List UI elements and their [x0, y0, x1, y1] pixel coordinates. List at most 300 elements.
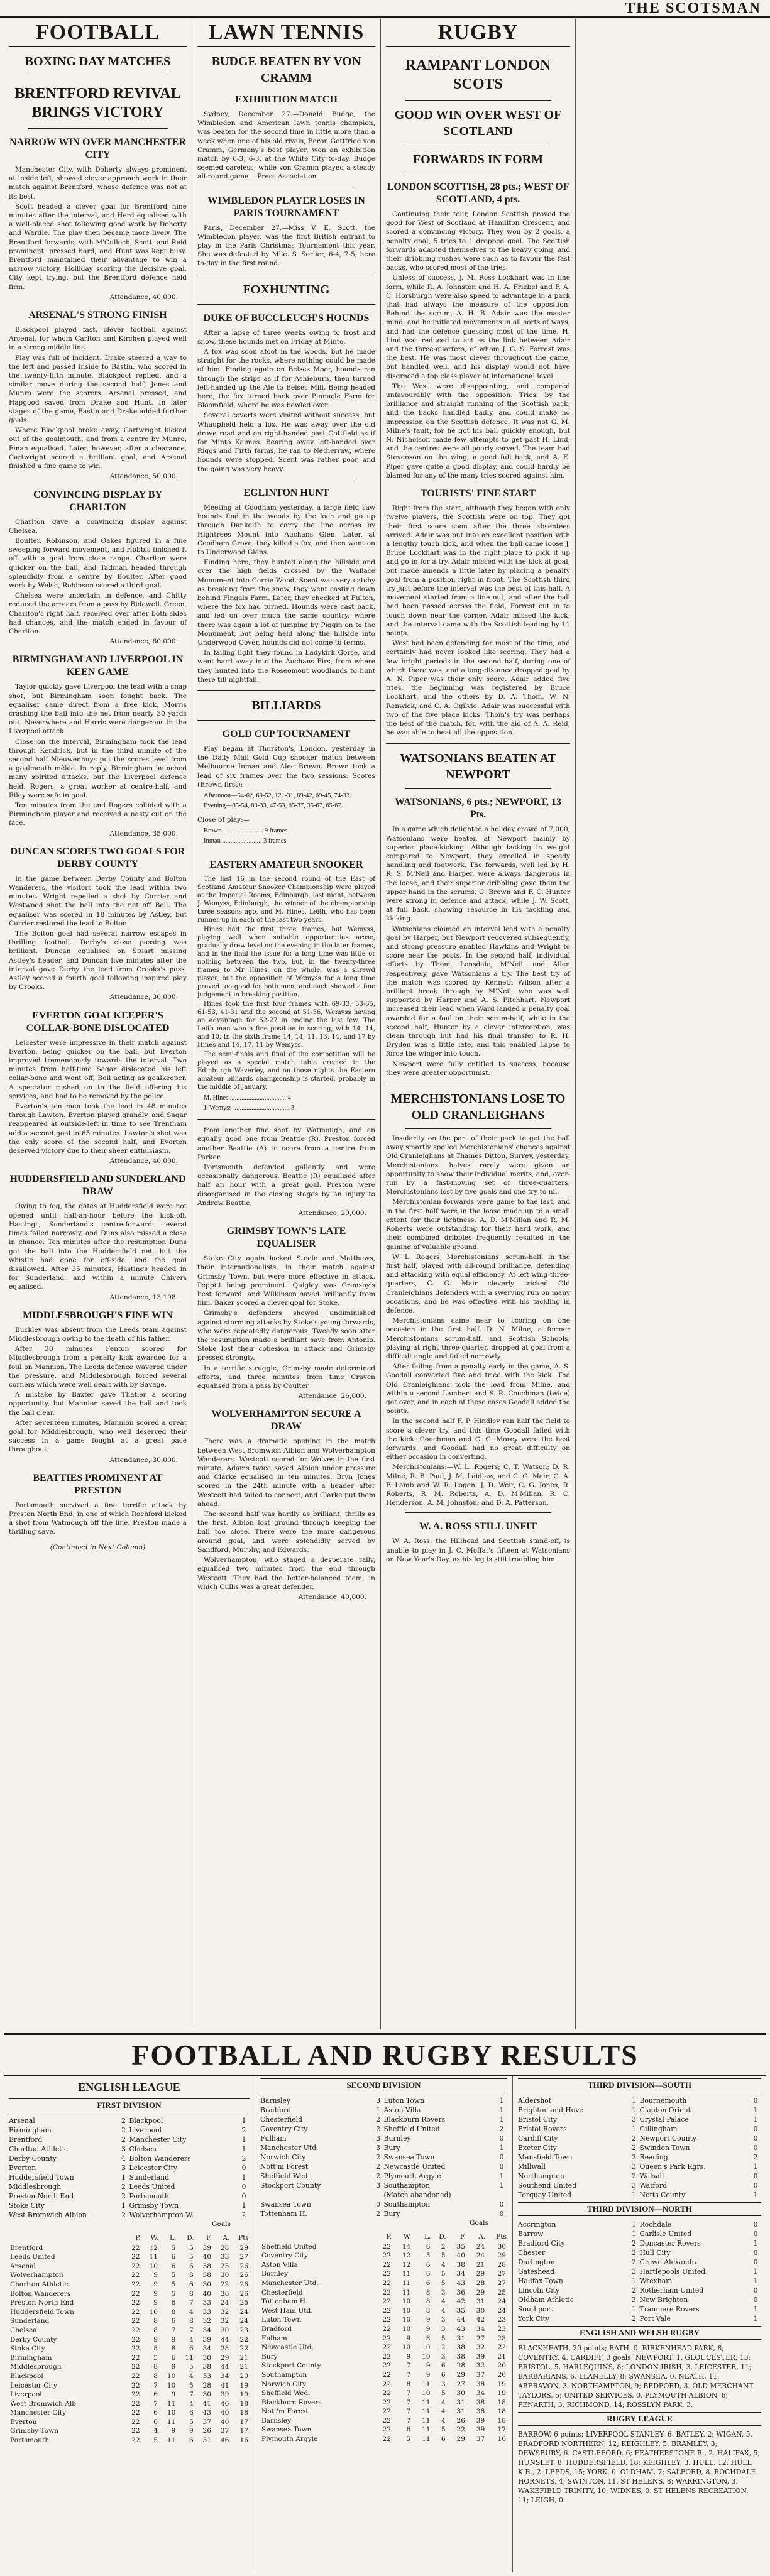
paragraph: Where Blackpool broke away, Cartwright kicked out of the goalmouth, and from a centre by Munro, Finan equalised. Later, however, after a clearance, Cartwright scored a brilliant goal, and Arsenal finished a fine game to win. [9, 427, 187, 471]
table-cell: 22 [382, 2408, 391, 2416]
table-cell: 22 [131, 2253, 140, 2261]
story2-headline: ARSENAL'S STRONG FINISH [28, 310, 167, 321]
result-team: Manchester City [129, 2136, 187, 2144]
story5-attendance: Attendance, 30,000. [109, 993, 178, 1001]
table-cell: 22 [382, 2435, 391, 2443]
result-team [260, 2190, 373, 2200]
result-line [518, 2220, 761, 2229]
table-cell: 22 [456, 2426, 465, 2434]
story4-attendance: Attendance, 35,000. [109, 829, 178, 838]
table-cell: 22 [382, 2325, 391, 2333]
table-cell: 7 [406, 2408, 411, 2416]
table-cell: 21 [497, 2352, 506, 2360]
football-continued-attendance: Attendance, 29,000. [298, 1209, 366, 1217]
table-cell: 8 [171, 2345, 176, 2353]
paragraph: Merchistonians came near to scoring on one occasion in the first half. D. N. Milne, a former Merchistonians scrum-half, and Scottish Schools, playing at right three-quarter, dropped at goal from a difficult angle and failed narrowly. [386, 1317, 570, 1360]
table-cell: 8 [426, 2306, 431, 2315]
result-team: Wolverhampton W. [129, 2211, 194, 2219]
table-cell: 23 [497, 2316, 506, 2324]
paragraph: Portsmouth survived a fine terrific attack by Preston North End, in one of which Rochford kicked a shot from Watmough off the line. Preston made a thrilling save. [9, 1501, 187, 1536]
table-cell: 32 [220, 2308, 229, 2316]
result-line [518, 2096, 761, 2105]
result-score: 2 [376, 2210, 380, 2218]
table-header [260, 2232, 373, 2242]
third-division-column [513, 2076, 766, 2572]
result-line [518, 2295, 761, 2305]
result-line [9, 2191, 250, 2201]
table-row [9, 2372, 250, 2381]
story1-attendance: Attendance, 40,000. [109, 293, 178, 301]
football-section-title: FOOTBALL [9, 19, 187, 47]
table-cell: 10 [402, 2325, 411, 2333]
paragraph: In a game which delighted a holiday crowd of 7,000, Watsonians were beaten at Newport mainly by superior place-kicking. Although lacking in weight compared to Newport, they excelled in speedy handling and footwork. The forwards, well led by H. R. S. M'Neil and Harper, were always dangerous in the loose, and their superior dribbling gave them the upper hand in the scrums. C. Brown and F. C. Hunter were strong in defence and attack, while J. W. Scott, at full back, showing resource in his tackling and kicking. [386, 826, 570, 923]
story2-attendance: Attendance, 50,000. [109, 472, 178, 481]
table-cell: 7 [406, 2416, 411, 2425]
result-team: Bristol City [518, 2115, 557, 2124]
gold-cup-scores [197, 792, 375, 810]
result-team: Derby County [9, 2154, 57, 2163]
table-cell: 22 [382, 2306, 391, 2315]
result-score: 1 [753, 2191, 758, 2199]
table-cell: 8 [426, 2288, 431, 2296]
table-cell: 16 [239, 2437, 248, 2445]
table-row [9, 2262, 250, 2271]
table-cell: 9 [171, 2363, 176, 2371]
result-score [373, 2190, 384, 2200]
paragraph: M. Hines .................................. 4 [204, 1094, 291, 1102]
paragraph: After seventeen minutes, Mannion scored a great goal for Middlesbrough, who well deserved their success in a game fought at a great pace throughout. [9, 1419, 187, 1454]
team-name: Norwich City [261, 2380, 307, 2388]
tennis-column [192, 19, 381, 2029]
paragraph: Wolverhampton, who staged a desperate rally, equalised two minutes from the end through Westcott. They had the better-balanced team, in which Cullis was a great defender. [197, 1556, 375, 1591]
team-name: Tottenham H. [261, 2298, 308, 2306]
result-team: Coventry City [260, 2125, 308, 2133]
table-cell: 38 [476, 2408, 485, 2416]
rugby-league-results: BARROW, 6 points; LIVERPOOL STANLEY, 6. BATLEY, 2; WIGAN, 5. BRADFORD NORTHERN, 12; KEIGHLEY, 5. BRAMLEY, 3; DEWSBURY, 6. CASTLEFORD, 6; FEATHERSTONE R., 2. HALIFAX, 5; HUNSLET, 8. HUDDERSFIELD, 18; KEIGHLEY, 3. HULL, 12; HULL K.R., 2. LEEDS, 15; YORK, 0. OLDHAM, 7; SALFORD, 8. ROCHDALE HORNETS, 4; SWINTON, 11. ST HELENS, 8; WARRINGTON, 3. WAKEFIELD TRINITY, 10; WIDNES, 0. ST HELENS RECREATION, 11; LEIGH, 0. [518, 2430, 761, 2504]
paragraph: Stoke City again lacked Steele and Matthews, their internationalists, in their match against Grimsby Town, but were more effective in attack. Peppitt being prominent. Quigley was Grimsby's best forward, and Wilkinson saved brilliantly from him. Baker scored a clever goal for Stoke. [197, 1255, 375, 1307]
result-score: 3 [376, 2097, 380, 2105]
result-line [9, 2182, 250, 2191]
paragraph: Merchistonian forwards were game to the last, and in the first half were in the loose made up to a small extent for their lightness. A. D. M'Millan and R. M. Roberts were outstanding for their hard work, and their combined dribbles frequently resulted in the gaining of valuable ground. [386, 1198, 570, 1251]
table-row [9, 2326, 250, 2335]
result-team: Sunderland [129, 2173, 170, 2181]
table-cell: 6 [426, 2270, 431, 2278]
first-division-results [9, 2116, 250, 2220]
table-cell: 9 [406, 2334, 411, 2342]
table-cell: 28 [220, 2345, 229, 2353]
paragraph: West had been defending for most of the time, and certainly had never looked like scoring. They had a few bright periods in the second half, during one of which there was, and a long-distance dropped goal by A. N. Piper was their only score. Adair added five tries, the beginning was registered by Bruce Lockhart, and the others by D. A. Thom, W. N. Renwick, and C. A. Ogilvie. Adair was successful with two of the five place kicks. Thom's try was perhaps the best of the match, for, with the aid of A. A. Reid, he was able to beat all the opposition. [386, 640, 570, 737]
team-name: Liverpool [10, 2391, 42, 2399]
result-score: 0 [753, 2220, 758, 2229]
result-line [518, 2257, 761, 2267]
table-row [260, 2297, 507, 2306]
english-league-heading: ENGLISH LEAGUE [78, 2081, 180, 2093]
result-team: Rochdale [639, 2220, 672, 2229]
table-cell: 8 [189, 2289, 194, 2298]
table-cell: 8 [189, 2280, 194, 2288]
table-cell: 22 [131, 2363, 140, 2371]
ross-story [386, 1537, 570, 1564]
paragraph: Portsmouth defended gallantly and were occasionally dangerous. Beattie (R) equalised after half an hour with a great goal. Preston were disorganised in the closing stages by an injury to Andrew Beattie. [197, 1163, 375, 1207]
result-score: 1 [241, 2173, 246, 2181]
paragraph: Evening—85-54, 83-33, 47-53, 85-37, 35-67, 65-67. [204, 802, 343, 809]
table-row [260, 2315, 507, 2325]
table-cell: 29 [239, 2244, 248, 2252]
result-score: 0 [753, 2286, 758, 2295]
result-line [9, 2135, 250, 2144]
table-header: L. [424, 2233, 431, 2240]
table-cell: 19 [497, 2380, 506, 2388]
table-cell: 22 [382, 2252, 391, 2260]
table-cell: 5 [171, 2271, 176, 2279]
table-cell: 28 [202, 2381, 212, 2389]
team-name: Sunderland [10, 2317, 50, 2325]
result-team: Port Vale [639, 2315, 671, 2323]
table-cell: 29 [476, 2270, 485, 2278]
table-row [9, 2390, 250, 2399]
table-row [260, 2361, 507, 2371]
result-score: 0 [499, 2134, 504, 2142]
result-score: 1 [499, 2106, 504, 2114]
result-score: 2 [632, 2258, 636, 2266]
result-score: 2 [376, 2125, 380, 2133]
team-name: Burnley [261, 2270, 289, 2278]
result-line [518, 2267, 761, 2276]
table-cell: 8 [153, 2345, 158, 2353]
tennis-story [197, 110, 375, 182]
team-name: Chelsea [10, 2326, 37, 2334]
tennis-headline: BUDGE BEATEN BY VON CRAMM [211, 55, 361, 85]
paragraph: Unless of success, J. M. Ross Lockhart was in fine form, while R. A. Johnston and H. A. Friebel and F. A. C. Horsburgh were also speed to advantage in a pack that had always the measure of the opposition. Behind the scrum, A. H. B. Adair was the master mind, and he initiated movements in all sorts of ways, and had the defence guessing most of the time. H. Lind was reduced to act as the link between Adair and the three-quarters, of whom J. G. S. Forrest was the best. He was most clever throughout the game, but handled well, and his display would not have disgraced a top class player at international level. [386, 274, 570, 380]
table-cell: 21 [476, 2261, 485, 2269]
table-cell: 30 [476, 2306, 485, 2315]
result-line [9, 2126, 250, 2135]
team-name: Everton [10, 2418, 37, 2426]
rugby-headline-2: GOOD WIN OVER WEST OF SCOTLAND [394, 108, 562, 138]
table-row [9, 2418, 250, 2427]
table-cell: 27 [456, 2380, 465, 2388]
first-division-column [4, 2076, 255, 2572]
table-cell: 5 [189, 2253, 194, 2261]
table-cell: 6 [441, 2362, 446, 2370]
table-cell: 5 [406, 2435, 411, 2443]
result-team: Aldershot [518, 2097, 552, 2105]
paragraph: Ten minutes from the end Rogers collided with a Birmingham player and received a nasty cut on the face. [9, 801, 187, 827]
result-score: 0 [376, 2200, 380, 2208]
paragraph: Meeting at Coodham yesterday, a large field saw hounds find in the woods by the loch and go up through Dankeith to carry the line across by Hightrees Mount into Auchans Glen. Later, at Coodham Grove, they killed a fox, and then went on to Underwood Glens. [197, 503, 375, 556]
result-score: 0 [753, 2125, 758, 2133]
table-cell: 38 [202, 2363, 212, 2371]
story8-headline: MIDDLESBROUGH'S FINE WIN [23, 1309, 173, 1321]
result-team: Tranmere Rovers [639, 2305, 700, 2313]
paragraph: The second half was hardly as brilliant, thrills as the first. Albion lost ground through keeping the ball too close. There were the more dangerous around goal, and were splendidly served by Sandford, Murphy, and Edwards. [197, 1510, 375, 1554]
table-row [260, 2325, 507, 2334]
table-cell: 9 [426, 2371, 431, 2379]
close-of-play-label: Close of play:— [197, 816, 250, 824]
table-cell: 8 [171, 2308, 176, 2316]
result-team: Darlington [518, 2258, 555, 2266]
table-cell: 6 [171, 2317, 176, 2325]
paragraph: There was a dramatic opening in the match between West Bromwich Albion and Wolverhampton Wanderers. Westcott scored for Wolves in the first minute. Adams twice saved Albion under pressure and Clarke equalised in ten minutes. Bryn Jones scored in the 24th minute with a header after Westcott had failed to connect, and Clarke put them ahead. [197, 1438, 375, 1508]
table-cell: 23 [497, 2334, 506, 2342]
result-line [9, 2163, 250, 2173]
table-cell: 22 [382, 2352, 391, 2360]
table-cell: 22 [131, 2299, 140, 2307]
table-cell: 6 [171, 2299, 176, 2307]
page-header-strip [0, 0, 770, 18]
table-cell: 34 [220, 2372, 229, 2380]
cut-off-column [576, 19, 766, 2029]
result-score: 1 [632, 2125, 636, 2133]
table-row [9, 2252, 250, 2262]
table-row [260, 2306, 507, 2316]
english-welsh-rugby-heading: ENGLISH AND WELSH RUGBY [518, 2326, 761, 2340]
result-team: Notts County [639, 2191, 686, 2199]
result-line [260, 2124, 507, 2134]
table-cell: 32 [476, 2344, 485, 2352]
merchistonians-story [386, 1134, 570, 1507]
table-row [260, 2352, 507, 2362]
third-south-heading: THIRD DIVISION—SOUTH [518, 2078, 761, 2092]
table-cell: 4 [441, 2408, 446, 2416]
table-cell: 6 [171, 2354, 176, 2362]
paragraph: In the second half F. P. Hindley ran half the field to score a clever try, and this time Goodall failed with the kick. Couchman and C. G. Morey were the best forwards, and Goodall had no great difficulty on either occasion in converting. [386, 1417, 570, 1461]
table-cell: 7 [189, 2326, 194, 2334]
paragraph: The semi-finals and final of the competition will be played as a special match table erected in the Edinburgh Waverley, and on those nights the Eastern amateur billiards championship is started, probably in the middle of January. [197, 1051, 375, 1091]
table-cell: 30 [497, 2242, 506, 2251]
table-cell: 2 [441, 2344, 446, 2352]
result-line [518, 2162, 761, 2171]
table-cell: 11 [422, 2380, 431, 2388]
table-cell: 9 [426, 2325, 431, 2333]
table-cell: 42 [456, 2298, 465, 2306]
story9-headline: BEATTIES PROMINENT AT PRESTON [33, 1472, 163, 1496]
table-cell: 6 [171, 2253, 176, 2261]
table-cell: 4 [189, 2372, 194, 2380]
paragraph: After a lapse of three weeks owing to frost and snow, these hounds met on Friday at Minto. [197, 329, 375, 346]
table-cell: 41 [202, 2399, 212, 2408]
table-cell: 3 [441, 2325, 446, 2333]
table-cell: 22 [382, 2380, 391, 2388]
table-cell: 4 [441, 2261, 446, 2269]
result-line [260, 2096, 507, 2105]
table-cell: 38 [456, 2352, 465, 2360]
table-cell: 8 [406, 2380, 411, 2388]
table-cell: 6 [426, 2261, 431, 2269]
table-cell: 26 [239, 2280, 248, 2288]
result-score: 3 [632, 2181, 636, 2190]
result-score: 1 [499, 2097, 504, 2105]
table-cell: 29 [456, 2435, 465, 2443]
result-team: Hull City [639, 2249, 671, 2257]
table-header: Pts [238, 2234, 249, 2242]
table-cell: 22 [382, 2416, 391, 2425]
result-team: Clapton Orient [639, 2106, 691, 2114]
table-cell: 9 [171, 2335, 176, 2344]
table-cell: 16 [497, 2435, 506, 2443]
table-cell: 34 [476, 2325, 485, 2333]
result-line [518, 2286, 761, 2295]
result-team: Mansfield Town [518, 2153, 573, 2161]
result-score: 1 [241, 2136, 246, 2144]
story4-headline: BIRMINGHAM AND LIVERPOOL IN KEEN GAME [12, 654, 184, 678]
result-team: Middlesbrough [9, 2183, 62, 2191]
paragraph: W. A. Ross, the Hillhead and Scottish stand-off, is unable to play in J. C. Moffat's fifteen at Watsonians on New Year's Day, as his leg is still troubling him. [386, 1537, 570, 1563]
table-cell: 40 [220, 2409, 229, 2417]
table-cell: 17 [239, 2427, 248, 2435]
paragraph: Everton's ten men took the lead in 48 minutes through Lawton. Everton played grandly, and Sagar reappeared at outside-left in time to see Trentham add a second goal in 65 minutes. Lawton's shot was the only score of the second half, and Everton deserved victory due to their sheer enthusiasm. [9, 1103, 187, 1155]
table-cell: 44 [220, 2335, 229, 2344]
result-team: Portsmouth [129, 2192, 169, 2200]
table-cell: 10 [402, 2316, 411, 2324]
table-cell: 20 [497, 2362, 506, 2370]
table-cell: 5 [171, 2289, 176, 2298]
result-score: 1 [499, 2115, 504, 2124]
table-cell: 28 [476, 2279, 485, 2287]
result-line [260, 2153, 507, 2162]
result-line [260, 2181, 507, 2190]
table-row [9, 2344, 250, 2354]
paragraph: Manchester City, with Doherty always prominent at inside left, showed clever approach work in their match against Brentford, whose defence was not at its best. [9, 166, 187, 200]
result-team: Exeter City [518, 2144, 557, 2152]
paragraph: A mistake by Baxter gave Thatler a scoring opportunity, but Mannion saved the ball and took the ball clear. [9, 1391, 187, 1417]
result-team: Norwich City [260, 2153, 306, 2161]
result-score: 0 [499, 2200, 504, 2208]
result-team: Huddersfield Town [9, 2173, 74, 2181]
table-header: D. [187, 2234, 194, 2242]
football-headline-2: BRENTFORD REVIVAL BRINGS VICTORY [14, 85, 181, 121]
table-cell: 22 [239, 2345, 248, 2353]
table-header: W. [150, 2234, 158, 2242]
result-team: West Bromwich Albion [9, 2211, 87, 2219]
table-cell: 9 [171, 2391, 176, 2399]
table-cell: 31 [456, 2334, 465, 2342]
merchistonians-headline: MERCHISTONIANS LOSE TO OLD CRANLEIGHANS [390, 1092, 566, 1123]
result-score: 2 [632, 2239, 636, 2247]
result-team: Newport County [639, 2134, 697, 2142]
result-score: 2 [632, 2172, 636, 2180]
table-cell: 4 [441, 2398, 446, 2406]
table-cell: 19 [239, 2391, 248, 2399]
table-cell: 9 [153, 2299, 158, 2307]
close-of-play [197, 827, 375, 846]
buccleuch-story [197, 329, 375, 474]
table-cell: 12 [402, 2261, 411, 2269]
table-cell: 6 [189, 2409, 194, 2417]
result-score: 0 [499, 2210, 504, 2218]
table-cell: 20 [497, 2371, 506, 2379]
wolves-attendance: Attendance, 40,000. [298, 1593, 366, 1601]
result-score: 3 [376, 2181, 380, 2190]
table-cell: 22 [382, 2371, 391, 2379]
result-team: Aston Villa [383, 2106, 421, 2114]
result-score: 2 [376, 2115, 380, 2124]
watsonians-story [386, 825, 570, 1078]
table-cell: 22 [239, 2335, 248, 2344]
team-name: Middlesbrough [10, 2363, 62, 2371]
result-score: 2 [121, 2126, 126, 2134]
table-cell: 40 [456, 2252, 465, 2260]
table-row [9, 2271, 250, 2280]
table-cell: 4 [189, 2308, 194, 2316]
table-cell: 11 [422, 2426, 431, 2434]
results-title: FOOTBALL AND RUGBY RESULTS [4, 2035, 766, 2076]
result-score: 0 [241, 2192, 246, 2200]
result-score: 0 [753, 2258, 758, 2266]
result-team: Bury [383, 2210, 400, 2218]
story1-body [9, 165, 187, 292]
result-line [9, 2173, 250, 2182]
result-line [518, 2276, 761, 2286]
result-team: Swindon Town [639, 2144, 690, 2152]
table-cell: 24 [476, 2242, 485, 2251]
table-row [260, 2334, 507, 2344]
table-cell: 22 [131, 2326, 140, 2334]
paragraph: Merchistonians:—W. L. Rogers; C. T. Watson; D. R. Milne, R. B. Paul, J. M. Laidlaw, and C. G. Mair; G. A. F. Lamb and W. R. Logan; J. D. Weir, C. G. Jones, R. Roberts, R. M. Roberts, A. D. M'Millan, R. C. Henderson, A. M. Johnston; and D. A. Patterson. [386, 1463, 570, 1507]
result-team: Arsenal [9, 2117, 35, 2125]
team-name: Nott'm Forest [261, 2408, 309, 2416]
table-row [260, 2288, 507, 2298]
paragraph: Hines took the first four frames with 69-33, 53-65, 61-53, 41-31 and the second at 51-56, Wemyss having an advantage for 52-27 in ending the last few. The Leith man won a fine position in scoring, with 14, 14, and 10. In the sixth frame 14, 14, 11, 13, 14, and 17 by Hines and 14, 17, 11 by Wemyss. [197, 1001, 375, 1049]
table-cell: 32 [220, 2317, 229, 2325]
team-name: West Bromwich Alb. [10, 2399, 79, 2408]
result-team: Millwall [518, 2163, 546, 2171]
masthead: THE SCOTSMAN [625, 0, 761, 16]
result-line [518, 2314, 761, 2323]
paragraph: Insularity on the part of their pack to get the ball away smartly spoiled Merchistonians' chances against Old Cranleighans at Thames Ditton, Surrey, yesterday. Merchistonians' halves rarely were given an opportunity to show their individual merits, and, over-run by a fast-moving set of three-quarters, Merchistonians lost by five goals and one try to nil. [386, 1135, 570, 1196]
table-row [260, 2261, 507, 2270]
table-cell: 4 [189, 2335, 194, 2344]
table-row [9, 2354, 250, 2363]
ross-headline: W. A. ROSS STILL UNFIT [419, 1521, 537, 1532]
result-score: 3 [121, 2164, 126, 2172]
result-team: Stoke City [9, 2202, 45, 2210]
eastern-snooker-story [197, 875, 375, 1091]
result-score: 1 [753, 2268, 758, 2276]
rugby-league-heading: RUGBY LEAGUE [518, 2412, 761, 2426]
result-team: Blackpool [129, 2117, 163, 2125]
paragraph: Close on the interval, Birmingham took the lead through Kendrick, but in the third minute of the second half Nieuwenhuys put the scores level from a goalmouth mêlée. In reply, Birmingham launched many spirited attacks, but the Liverpool defence held. Rogers, a great worker at centre-half, and Riley were safe in goal. [9, 738, 187, 799]
result-score: 1 [753, 2115, 758, 2124]
paragraph: Grimsby's defenders showed undiminished against storming attacks by Stoke's young forwards, who were repeatedly dangerous. Tweedy soon after the resumption made a brilliant save from Antonio. Stoke lost their cohesion in attack and Grimsby pressed strongly. [197, 1309, 375, 1362]
table-cell: 17 [497, 2426, 506, 2434]
table-row [9, 2244, 250, 2253]
table-cell: 8 [426, 2334, 431, 2342]
team-name: Southampton [261, 2371, 307, 2379]
result-team: Crystal Palace [639, 2115, 689, 2124]
result-line [518, 2190, 761, 2200]
table-cell: 6 [189, 2437, 194, 2445]
result-score: 3 [121, 2145, 126, 2153]
result-score: 2 [632, 2153, 636, 2161]
paragraph: Owing to fog, the gates at Huddersfield were not opened until half-an-hour before the kick-off. Hastings, Sunderland's centre-forward, several times failed narrowly, and Duns also missed a close in chance. Ten minutes after the resumption Duns got the ball into the Huddersfield net, but the whistle had gone for off-side, and the goal disallowed. After 35 minutes, Hastings headed in for Sunderland, and within a minute Chivers equalised. [9, 1203, 187, 1291]
table-cell: 8 [426, 2298, 431, 2306]
table-cell: 25 [497, 2288, 506, 2296]
result-score: 3 [632, 2296, 636, 2304]
table-cell: 22 [131, 2354, 140, 2362]
result-team: Bradford [260, 2106, 292, 2114]
table-cell: 5 [441, 2389, 446, 2398]
table-cell: 14 [402, 2242, 411, 2251]
wimbledon-headline: WIMBLEDON PLAYER LOSES IN PARIS TOURNAMENT [207, 195, 365, 219]
team-name: Arsenal [10, 2262, 36, 2270]
tennis-section-title: LAWN TENNIS [197, 19, 375, 47]
table-cell: 22 [131, 2418, 140, 2426]
article-columns [4, 19, 766, 2029]
table-row [9, 2436, 250, 2445]
table-header: A. [478, 2233, 486, 2240]
table-cell: 9 [153, 2280, 158, 2288]
